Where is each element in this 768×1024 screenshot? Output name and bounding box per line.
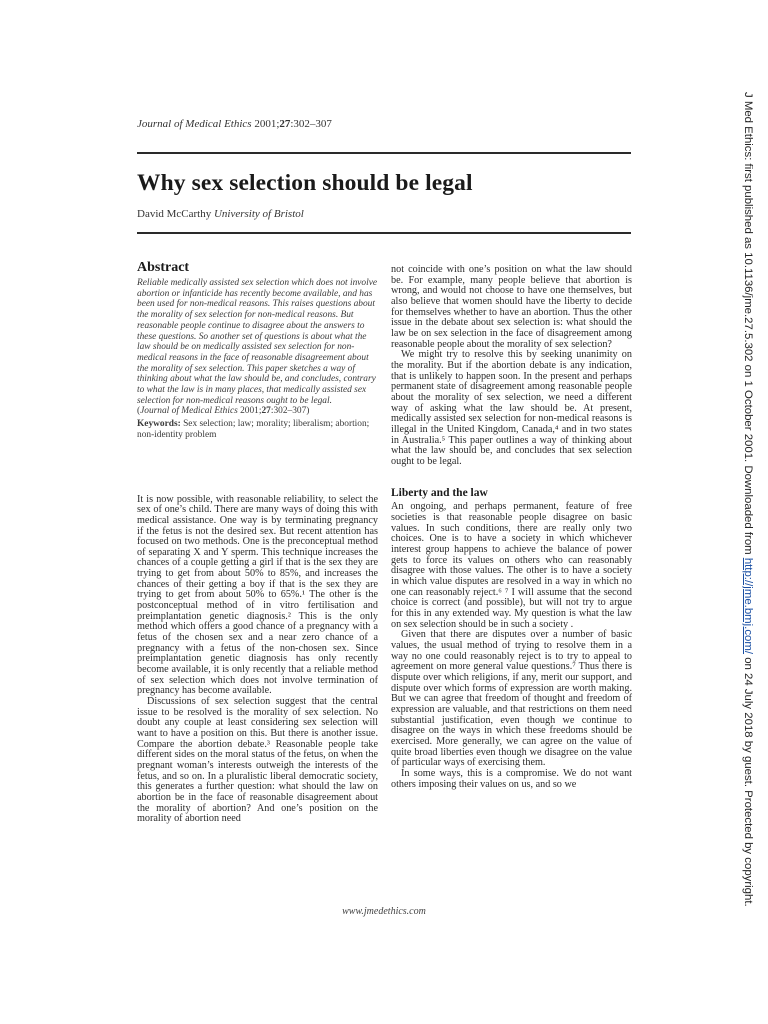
citation-volume: 27 bbox=[261, 406, 271, 417]
right-paragraph-5: In some ways, this is a compromise. We do not want others imposing their values on us, and so we bbox=[391, 767, 632, 790]
keywords-text: Sex selection; law; morality; liberalism; abortion; non-identity problem bbox=[137, 419, 370, 440]
journal-volume: 27 bbox=[279, 118, 291, 130]
side-notice-link[interactable]: http://jme.bmj.com/ bbox=[742, 557, 754, 655]
right-paragraph-4: Given that there are disputes over a number of basic values, the usual method of trying to resolve them in a way no one could reasonably reject is to try to appeal to agreement on more general value questions.⁷ Thus there is dispute over which religions, if any, merit our support, and dispute over which forms of expression are worth making. But we can agree that freedom of thought and freedom of expression are valuable, and that restrictions on them need substantial justification, even though we continue to disagree on the ways in which these freedoms should be exercised. More generally, we can agree on the value of quite broad liberties even though we disagree on the value of particular ways of exercising them. bbox=[391, 629, 632, 769]
right-paragraph-2: We might try to resolve this by seeking unanimity on the morality. But if the abortion debate is any indication, that is unlikely to happen soon. In the present and perhaps permanent state of disagreement among reasonable people about the morality of sex selection, we need a different way of asking what the law should be. At present, medically assisted sex selection for non-medical reasons is illegal in the United Kingdom, Canada,⁴ and in two states in Australia.⁵ This paper outlines a way of thinking about what the law should be, and concludes that sex selection ought to be legal. bbox=[391, 349, 632, 467]
abstract-citation bbox=[137, 406, 378, 417]
journal-citation-header bbox=[137, 118, 332, 130]
right-paragraph-1: not coincide with one’s position on what the law should be. For example, many people believe that abortion is wrong, and would not choose to have one themselves, but also believe that women should have the liberty to decide for themselves whether to have an abortion. Thus the other issue in the debate about sex selection is: what should the law be on sex selection in the face of disagreement among reasonable people about the morality of sex selection? bbox=[391, 264, 632, 350]
side-notice-text-before: J Med Ethics: first published as 10.1136/jme.27.5.302 on 1 October 2001. Downloaded from bbox=[742, 92, 754, 558]
keywords bbox=[137, 419, 378, 440]
footer-url: www.jmedethics.com bbox=[342, 906, 426, 917]
citation-journal: Journal of Medical Ethics bbox=[140, 406, 238, 417]
side-notice-text-after: on 24 July 2018 by guest. Protected by copyright. bbox=[742, 654, 754, 907]
citation-pages: :302–307) bbox=[270, 406, 310, 417]
intro-paragraph-1: It is now possible, with reasonable reliability, to select the sex of one’s child. There are many ways of doing this with medical assistance. One way is by terminating pregnancy if the fetus is not the desired sex. But recent attention has focused on two methods. One is the preconceptual method of separating X and Y sperm. This technique increases the chances of a couple getting a girl if that is the sex they are trying to get from about 50% to 85%, and increases the chances of their getting a boy if that is the sex they are trying to get from about 50% to 65%.¹ The other is the postconceptual method of in vitro fertilisation and preimplantation genetic diagnosis.² This is the only method which offers a good chance of a pregnancy with a fetus of the chosen sex and a near zero chance of a pregnancy with a fetus of the non-chosen sex. Since preimplantation genetic diagnosis has only recently become available, it is only recently that a reliable method of sex selection which does not involve termination of pregnancy has become available. bbox=[137, 493, 378, 697]
author-line bbox=[137, 208, 304, 220]
citation-open: ( bbox=[137, 406, 141, 417]
abstract-heading: Abstract bbox=[137, 260, 190, 275]
intro-paragraph-2: Discussions of sex selection suggest that the central issue to be resolved is the morality of sex selection. No doubt any couple at least considering sex selection will want to have a position on this. But there is another issue. Compare the abortion debate.³ Reasonable people take different sides on the moral status of the fetus, on when the pregnant woman’s interests outweigh the interests of the fetus, and so on. In a pluralistic liberal democratic society, this generates a further question: what should the law on abortion be in the face of reasonable disagreement about the morality of abortion? And one’s position on the morality of abortion need bbox=[137, 696, 378, 825]
side-download-notice bbox=[742, 92, 754, 907]
left-column bbox=[137, 260, 378, 825]
citation-year: 2001; bbox=[237, 406, 262, 417]
section-heading-liberty: Liberty and the law bbox=[391, 487, 488, 500]
journal-name: Journal of Medical Ethics bbox=[137, 118, 252, 130]
article-title: Why sex selection should be legal bbox=[137, 170, 473, 196]
top-divider bbox=[137, 152, 631, 154]
abstract-text: Reliable medically assisted sex selection which does not involve abortion or infanticide has recently become available, and has been used for non-medical reasons. This raises questions about the morality of sex selection for non-medical reasons. But reasonable people continue to disagree about the answers to these questions. So another set of questions is about what the law should be on medically assisted sex selection for non-medical reasons in the face of reasonable disagreement about the morality of sex selection. This paper sketches a way of thinking about what the law should be, and concludes, contrary to what the law is in many places, that medically assisted sex selection for non-medical reasons ought to be legal. bbox=[137, 278, 378, 406]
right-paragraph-3: An ongoing, and perhaps permanent, feature of free societies is that reasonable people disagree on basic values. In such conditions, there are really only two choices. One is to have a society in which whichever interest group happens to achieve the balance of power gets to force its values on others who can reasonably disagree with those values. The other is to have a society in which value disputes are resolved in a way in which no one can reasonably reject.⁶ ⁷ I will assume that the second choice is correct (and possible), but will not try to argue for this in any extended way. My question is what the law on sex selection should be in such a society . bbox=[391, 501, 632, 630]
title-divider bbox=[137, 232, 631, 234]
journal-year: 2001; bbox=[251, 118, 280, 130]
right-column bbox=[391, 265, 632, 790]
author-affiliation: University of Bristol bbox=[211, 208, 304, 220]
journal-pages: :302–307 bbox=[290, 118, 332, 130]
author-name: David McCarthy bbox=[137, 208, 212, 220]
keywords-label: Keywords: bbox=[137, 419, 181, 430]
